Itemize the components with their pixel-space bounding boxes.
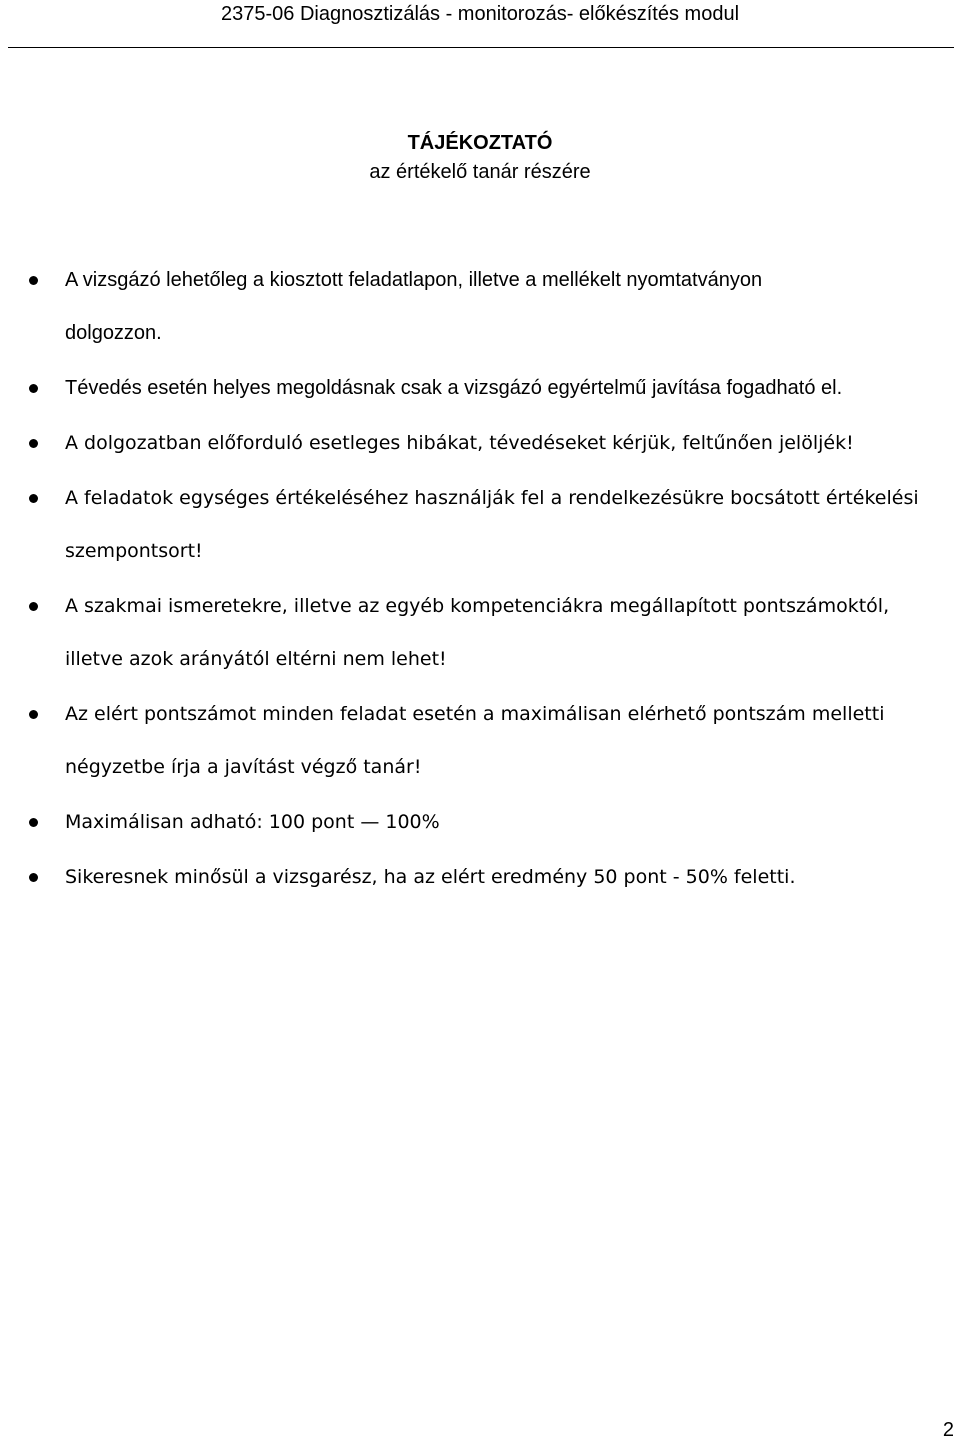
list-item-line: szempontsort! [65,540,203,562]
list-item-line: Maximálisan adható: 100 pont — 100% [65,811,440,833]
bullet-icon [29,384,38,393]
bullet-icon [29,439,38,448]
list-item [0,370,960,425]
list-item [0,696,960,804]
header-rule [8,47,954,48]
bullet-icon [29,494,38,503]
instruction-list [0,262,960,914]
list-item [0,588,960,696]
document-subtitle: az értékelő tanár részére [369,161,591,183]
bullet-icon [29,602,38,611]
list-item-line: A vizsgázó lehetőleg a kiosztott feladatlapon, illetve a mellékelt nyomtatványon [65,269,763,291]
list-item-line: illetve azok arányától eltérni nem lehet! [65,648,447,670]
list-item-line: A szakmai ismeretekre, illetve az egyéb kompetenciákra megállapított pontszámoktól, [65,595,890,617]
page-header: 2375-06 Diagnosztizálás - monitorozás- előkészítés modul [220,3,740,25]
list-item [0,480,960,588]
list-item-line: Az elért pontszámot minden feladat esetén a maximálisan elérhető pontszám melletti [65,703,885,725]
bullet-icon [29,276,38,285]
list-item-line: Sikeresnek minősül a vizsgarész, ha az elért eredmény 50 pont - 50% feletti. [65,866,796,888]
bullet-icon [29,818,38,827]
page-number: 2 [942,1419,954,1441]
title-block [0,132,960,183]
list-item-line: Tévedés esetén helyes megoldásnak csak a vizsgázó egyértelmű javítása fogadható el. [65,377,843,399]
list-item [0,859,960,914]
list-item [0,804,960,859]
bullet-icon [29,873,38,882]
document-title: TÁJÉKOZTATÓ [407,132,553,154]
list-item-line: A dolgozatban előforduló esetleges hibákat, tévedéseket kérjük, feltűnően jelöljék! [65,432,854,454]
list-item-line: dolgozzon. [65,322,162,344]
list-item-line: A feladatok egységes értékeléséhez használják fel a rendelkezésükre bocsátott értékelési [65,487,919,509]
list-item [0,262,960,370]
list-item-line: négyzetbe írja a javítást végző tanár! [65,756,422,778]
bullet-icon [29,710,38,719]
list-item [0,425,960,480]
